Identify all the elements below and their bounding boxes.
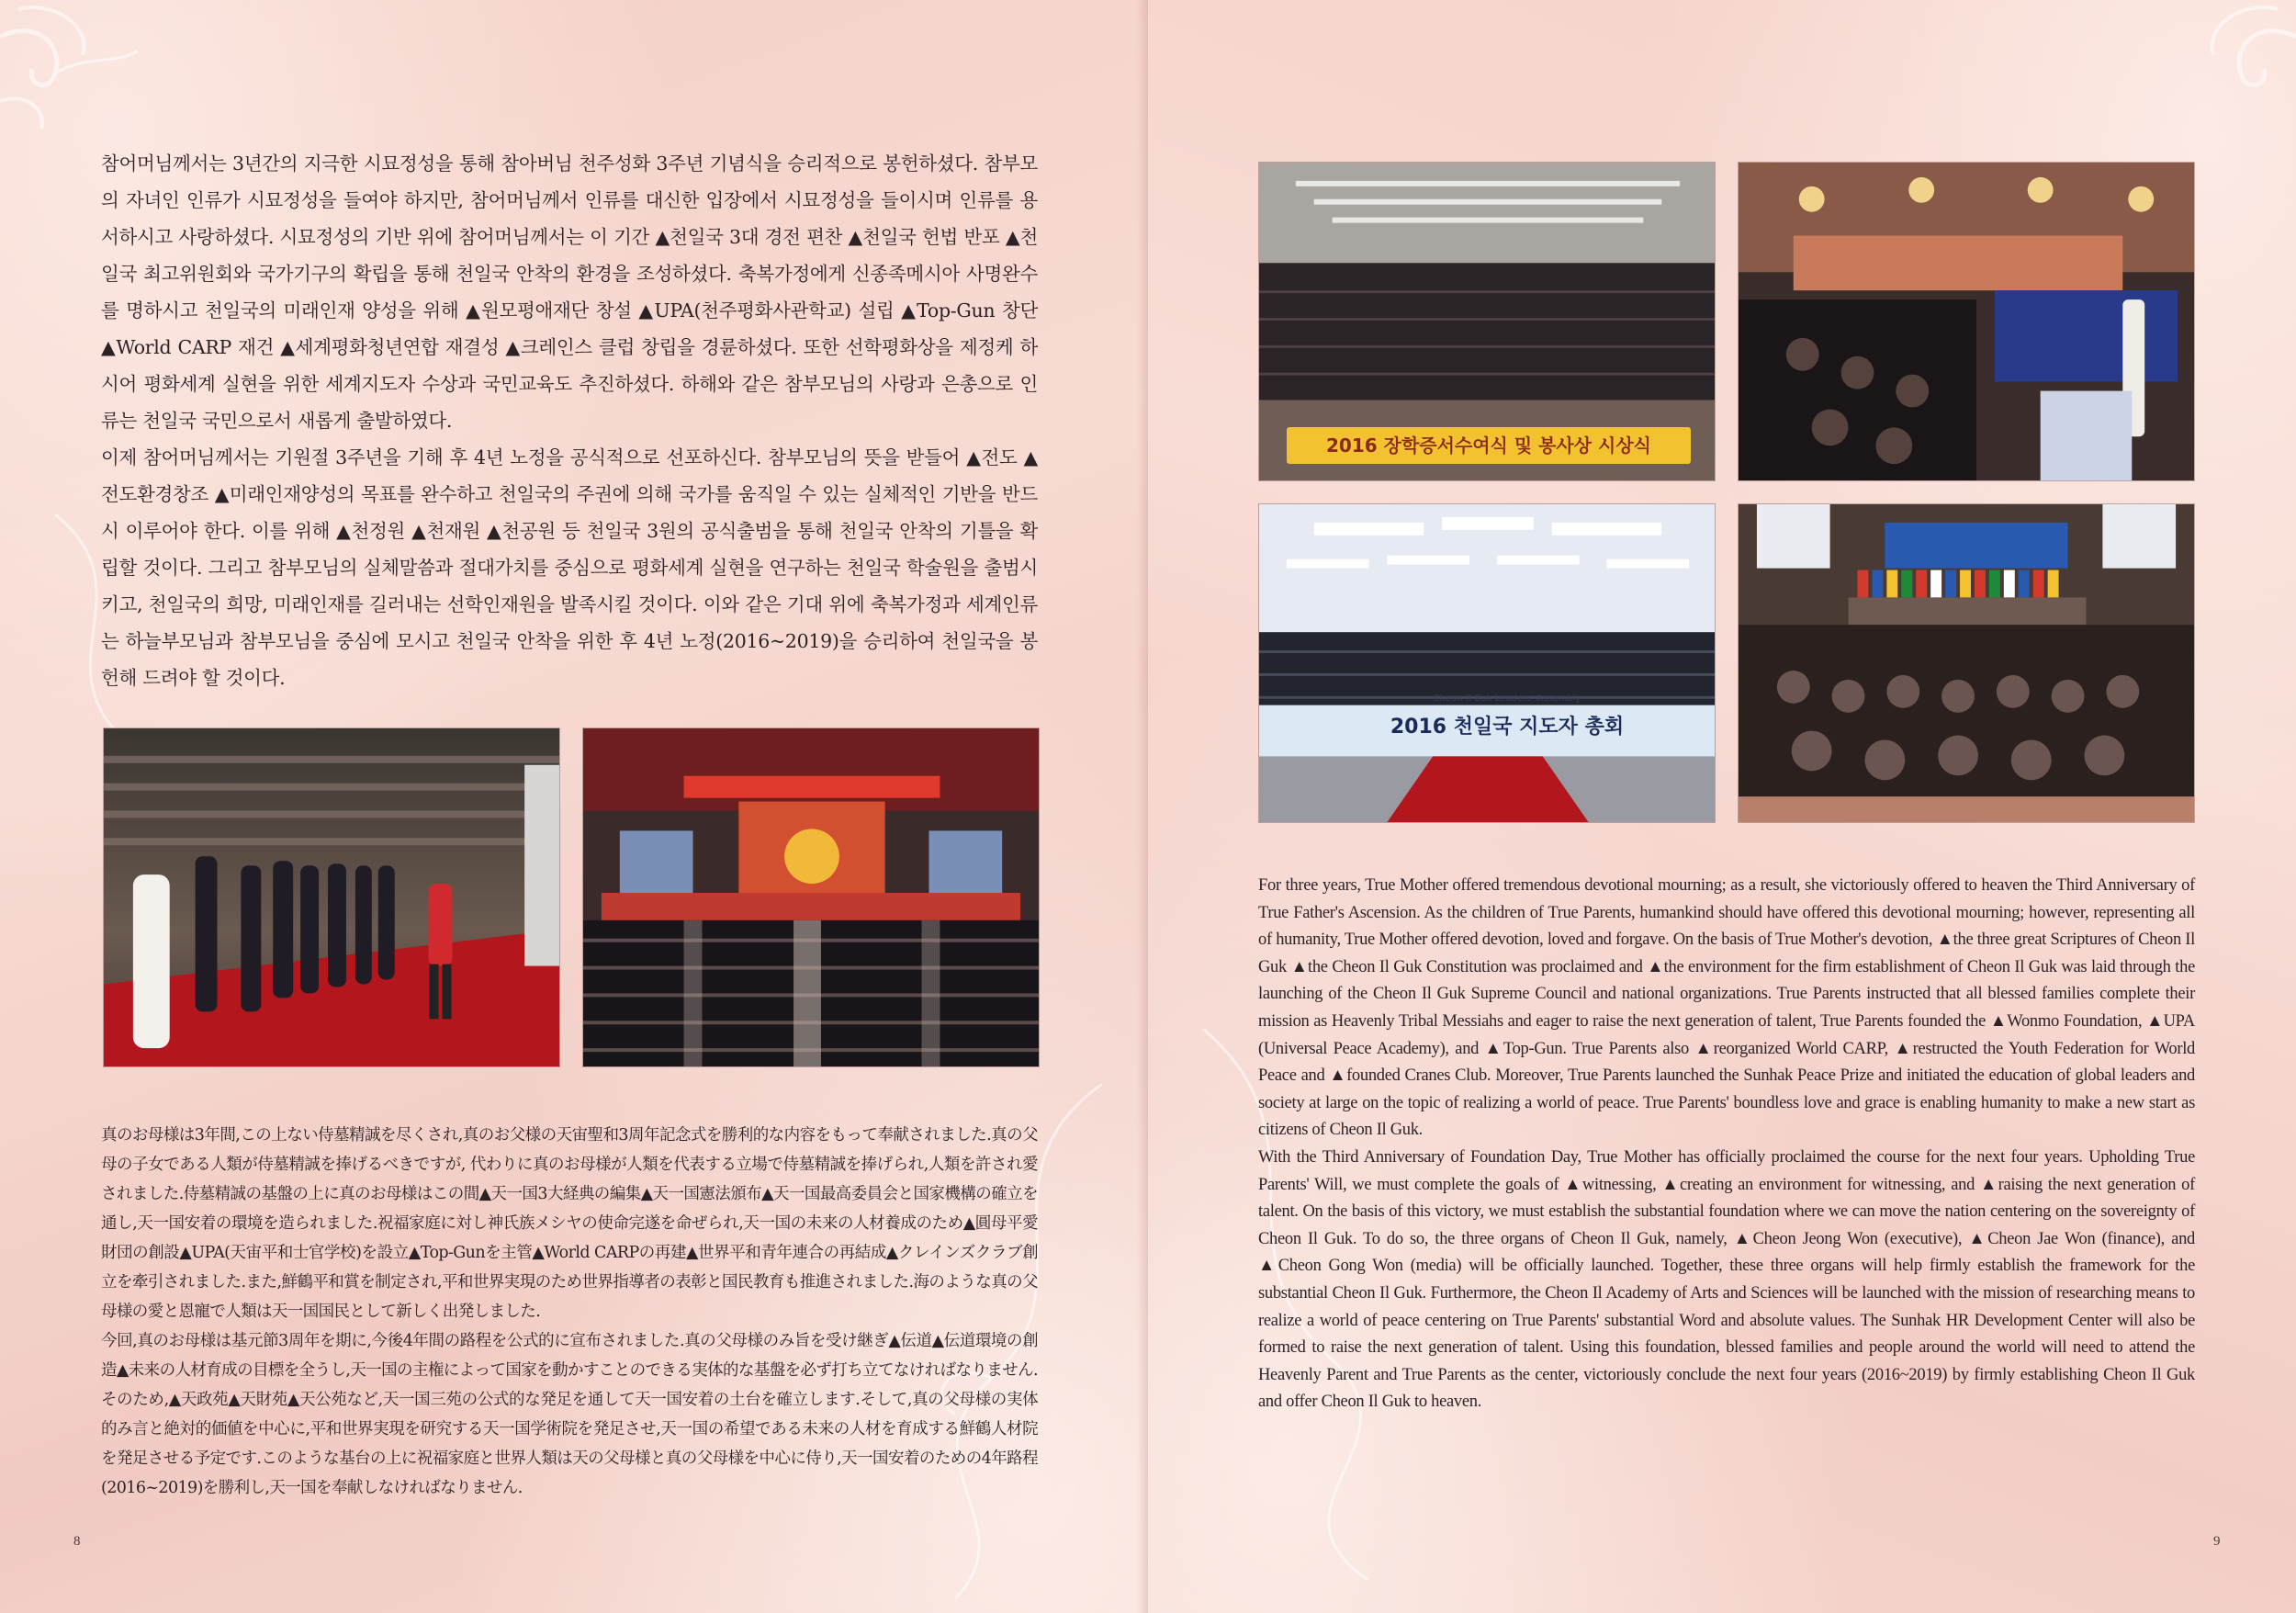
scholarship-ceremony-photo (1258, 162, 1716, 481)
photo-banner: 2016 천일국 지도자 총회 (1390, 716, 1625, 739)
english-paragraph: With the Third Anniversary of Foundation Day, True Mother has officially proclaimed the course for the next four years. Upholding True Parents' Will, we must complete the goals of ▲witnessing, ▲creating an environment for witnessing, and ▲raising the next generation of talent. On the basis of this victory, we must establish the substantial foundation where we can move the nation centering on the sovereignty of Cheon Il Guk. To do so, the three organs of Cheon Il Guk, namely, ▲Cheon Jeong Won (executive), ▲Cheon Jae Won (finance), and ▲Cheon Gong Won (media) will be officially launched. Together, these three organs will help firmly establish the framework for the substantial Cheon Il Guk. Furthermore, the Cheon Il Academy of Arts and Sciences will be launched with the mission of researching means to realize a world of peace centering on True Parents' substantial Word and absolute values. The Sunhak HR Development Center will also be formed to raise the next generation of talent. Using this foundation, blessed families and people around the world will need to attend the Heavenly Parent and True Parents as the center, victoriously conclude the next four years (2016~2019) by firmly establishing Cheon Il Guk and offer Cheon Il Guk to heaven. (1258, 1147, 2195, 1412)
page-number: 8 (73, 1534, 81, 1549)
corner-flourish-ornament (0, 0, 239, 147)
japanese-paragraph: 今回,真のお母様は基元節3周年を期に,今後4年間の路程を公式的に宣布されました.真の父母様のみ旨を受け継ぎ▲伝道▲伝道環境の創造▲未来の人材育成の目標を全うし,天一国の主権によって国家を動かすことのできる実体的な基盤を必ず打ち立てなければなりません.そのため,▲天政苑▲天財苑▲天公苑など,天一国三苑の公式的な発足を通して天一国安着の土台を確立します.そして,真の父母様の実体的み言と絶対的価値を中心に,平和世界実現を研究する天一国学術院を発足させ,天一国の希望である未来の人材を育成する鮮鶴人材院を発足させる予定です.このような基台の上に祝福家庭と世界人類は天の父母様と真の父母様を中心に侍り,天一国安着のための4年路程(2016~2019)を勝利し,天一国を奉献しなければなりません. (101, 1332, 1038, 1497)
korean-paragraph: 이제 참어머님께서는 기원절 3주년을 기해 후 4년 노정을 공식적으로 선포하신다. 참부모님의 뜻을 받들어 ▲전도 ▲전도환경창조 ▲미래인재양성의 목표를 완수하고 천일국의 주권에 의해 국가를 움직일 수 있는 실체적인 기반을 반드시 이루어야 한다. 이를 위해 ▲천정원 ▲천재원 ▲천공원 등 천일국 3원의 공식출범을 통해 천일국 안착의 기틀을 확립할 것이다. 그리고 참부모님의 실체말씀과 절대가치를 중심으로 평화세계 실현을 연구하는 천일국 학술원을 출범시키고, 천일국의 희망, 미래인재를 길러내는 선학인재원을 발족시킬 것이다. 이와 같은 기대 위에 축복가정과 세계인류는 하늘부모님과 참부모님을 중심에 모시고 천일국 안착을 위한 후 4년 노정(2016~2019)을 승리하여 천일국을 봉헌해 드려야 할 것이다. (101, 446, 1038, 689)
right-page (1148, 0, 2296, 1613)
photo-sign: Cheon Il Guk Leaders' Assembly (1433, 694, 1581, 704)
english-paragraph: For three years, True Mother offered tremendous devotional mourning; as a result, she victoriously offered to heaven the Third Anniversary of True Father's Ascension. As the children of True Parents, humankind should have offered this devotional mourning; however, representing all of humanity, True Mother offered devotion, loved and forgave. On the basis of True Mother's devotion, ▲the three great Scriptures of Cheon Il Guk ▲the Cheon Il Guk Constitution was proclaimed and ▲the environment for the firm establishment of Cheon Il Guk was laid through the launching of the Cheon Il Guk Supreme Council and national organizations. True Parents instructed that all blessed families complete their mission as Heavenly Tribal Messiahs and eager to raise the next generation of talent, True Parents founded the ▲Wonmo Foundation, ▲UPA (Universal Peace Academy), and ▲Top-Gun. True Parents also ▲reorganized World CARP, ▲restructed the Youth Federation for World Peace and ▲founded Cranes Club. Moreover, True Parents launched the Sunhak Peace Prize and initiated the education of global leaders and society at large on the topic of realizing a world of peace. True Parents' boundless love and grace is enabling humanity to make a new start as citizens of Cheon Il Guk. (1258, 876, 2195, 1140)
conference-hall-photo (1738, 162, 2195, 481)
japanese-text-block (101, 1121, 1038, 1503)
international-conference-photo (1738, 503, 2195, 823)
leaders-assembly-photo (1258, 503, 1716, 823)
page-number: 9 (2213, 1534, 2221, 1549)
photo-banner: 2016 장학증서수여식 및 봉사상 시상식 (1287, 427, 1691, 464)
english-text-block (1258, 873, 2195, 1416)
japanese-paragraph: 真のお母様は3年間,この上ない侍墓精誠を尽くされ,真のお父様の天宙聖和3周年記念式を勝利的な内容をもって奉献されました.真の父母の子女である人類が侍墓精誠を捧げるべきですが, 代わりに真のお母様が人類を代表する立場で侍墓精誠を捧げられ,人類を許され愛されました.侍墓精誠の基盤の上に真のお母様はこの間▲天一国3大経典の編集▲天一国憲法頒布▲天一国最高委員会と国家機構の確立を通し,天一国安着の環境を造られました.祝福家庭に対し神氏族メシヤの使命完遂を命ぜられ,天一国の未来の人材養成のため▲圓母平愛財団の創設▲UPA(天宙平和士官学校)を設立▲Top-Gunを主管▲World CARPの再建▲世界平和青年連合の再結成▲クレインズクラブ創立を牽引されました.また,鮮鶴平和賞を制定され,平和世界実現のため世界指導者の表彰と国民教育も推進されました.海のような真の父母様の愛と恩寵で人類は天一国国民として新しく出発しました. (101, 1126, 1038, 1321)
auditorium-photo (582, 728, 1040, 1067)
korean-text-block (101, 145, 1038, 696)
ceremony-stage-photo (103, 728, 560, 1067)
korean-paragraph: 참어머님께서는 3년간의 지극한 시묘정성을 통해 참아버님 천주성화 3주년 기념식을 승리적으로 봉헌하셨다. 참부모의 자녀인 인류가 시묘정성을 들여야 하지만, 참어머님께서 인류를 대신한 입장에서 시묘정성을 들이시며 인류를 용서하시고 사랑하셨다. 시묘정성의 기반 위에 참어머님께서는 이 기간 ▲천일국 3대 경전 편찬 ▲천일국 헌법 반포 ▲천일국 최고위원회와 국가기구의 확립을 통해 천일국 안착의 환경을 조성하셨다. 축복가정에게 신종족메시아 사명완수를 명하시고 천일국의 미래인재 양성을 위해 ▲원모평애재단 창설 ▲UPA(천주평화사관학교) 설립 ▲Top-Gun 창단 ▲World CARP 재건 ▲세계평화청년연합 재결성 ▲크레인스 클럽 창립을 경륜하셨다. 또한 선학평화상을 제정케 하시어 평화세계 실현을 위한 세계지도자 수상과 국민교육도 추진하셨다. 하해와 같은 참부모님의 사랑과 은총으로 인류는 천일국 국민으로서 새롭게 출발하였다. (101, 152, 1038, 432)
corner-flourish-ornament (2094, 0, 2296, 138)
